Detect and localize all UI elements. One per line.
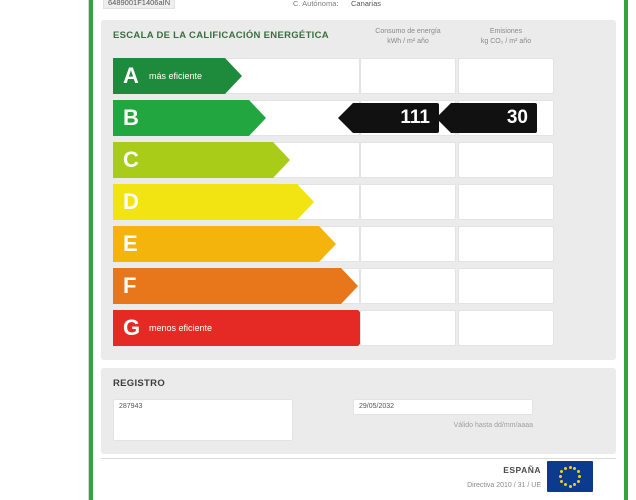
rating-bar-arrow bbox=[273, 142, 290, 178]
emisiones-cell bbox=[458, 310, 554, 346]
rating-bar-arrow bbox=[225, 58, 242, 94]
eu-flag-star bbox=[569, 466, 572, 469]
registro-date-field[interactable]: 29/05/2032 bbox=[353, 399, 533, 415]
consumo-cell bbox=[360, 310, 456, 346]
rating-bar-b bbox=[113, 100, 249, 136]
eu-flag-star bbox=[577, 470, 580, 473]
rating-bar-arrow bbox=[341, 268, 358, 304]
consumo-cell bbox=[360, 226, 456, 262]
rating-note: menos eficiente bbox=[149, 323, 213, 333]
page-left-gutter bbox=[0, 0, 89, 500]
country-label: ESPAÑA bbox=[503, 465, 541, 475]
rating-row-g bbox=[113, 310, 604, 346]
rating-letter: E bbox=[123, 231, 138, 256]
consumo-header-line1: Consumo de energía bbox=[375, 28, 441, 35]
consumo-value-flag: 111 bbox=[353, 103, 439, 133]
eu-flag-star bbox=[569, 485, 572, 488]
eu-flag-star bbox=[577, 480, 580, 483]
certificate-sheet bbox=[93, 0, 624, 500]
registro-number-field[interactable]: 287943 bbox=[113, 399, 293, 441]
rating-row-f bbox=[113, 268, 604, 304]
rating-bar-d bbox=[113, 184, 297, 220]
rating-letter: G bbox=[123, 315, 141, 340]
rating-bar-arrow bbox=[249, 100, 266, 136]
green-rail-right bbox=[624, 0, 628, 500]
rating-bar-f bbox=[113, 268, 341, 304]
emisiones-cell bbox=[458, 184, 554, 220]
page-footer bbox=[101, 458, 616, 498]
rating-bar-arrow bbox=[319, 226, 336, 262]
registro-panel bbox=[101, 368, 616, 454]
eu-flag-star bbox=[573, 467, 576, 470]
rating-row-c bbox=[113, 142, 604, 178]
eu-flag-star bbox=[573, 483, 576, 486]
eu-flag-star bbox=[564, 483, 567, 486]
rating-letter: F bbox=[123, 273, 137, 298]
consumo-header-line2: kWh / m² año bbox=[387, 38, 429, 45]
registro-title: REGISTRO bbox=[113, 378, 166, 389]
rating-row-d bbox=[113, 184, 604, 220]
eu-flag-star bbox=[564, 467, 567, 470]
region-value: Canarias bbox=[351, 0, 382, 8]
rating-letter: A bbox=[123, 63, 139, 88]
emisiones-cell bbox=[458, 268, 554, 304]
rating-bar-e bbox=[113, 226, 319, 262]
rating-letter: B bbox=[123, 105, 139, 130]
rating-letter: D bbox=[123, 189, 139, 214]
registro-validity-note: Válido hasta dd/mm/aaaa bbox=[453, 422, 533, 429]
emisiones-column-header bbox=[458, 27, 554, 47]
directive-label: Directiva 2010 / 31 / UE bbox=[467, 482, 541, 489]
rating-letter: C bbox=[123, 147, 139, 172]
rating-bar-c bbox=[113, 142, 273, 178]
energy-scale-panel bbox=[101, 20, 616, 360]
eu-flag-star bbox=[578, 475, 581, 478]
footer-divider bbox=[101, 458, 616, 459]
eu-flag-star bbox=[559, 475, 562, 478]
eu-flag-icon bbox=[547, 461, 593, 492]
emisiones-cell bbox=[458, 58, 554, 94]
emisiones-cell bbox=[458, 226, 554, 262]
emisiones-header-line1: Emisiones bbox=[489, 28, 523, 35]
rating-row-e bbox=[113, 226, 604, 262]
reference-code: 6489001F1406aIN bbox=[103, 0, 175, 9]
consumo-cell bbox=[360, 268, 456, 304]
rating-bar-arrow bbox=[297, 184, 314, 220]
emisiones-value-flag: 30 bbox=[451, 103, 537, 133]
eu-flag-star bbox=[560, 470, 563, 473]
rating-note: más eficiente bbox=[149, 71, 203, 81]
header-stub bbox=[93, 0, 624, 17]
consumo-cell bbox=[360, 58, 456, 94]
region-label: C. Autónoma: bbox=[293, 0, 339, 8]
scale-panel-title: ESCALA DE LA CALIFICACIÓN ENERGÉTICA bbox=[113, 30, 329, 41]
emisiones-header-line2: kg CO₂ / m² año bbox=[480, 38, 532, 45]
eu-flag-star bbox=[560, 480, 563, 483]
rating-bar-g bbox=[113, 310, 358, 346]
consumo-cell bbox=[360, 184, 456, 220]
emisiones-cell bbox=[458, 142, 554, 178]
consumo-cell bbox=[360, 142, 456, 178]
rating-bar-a bbox=[113, 58, 225, 94]
consumo-column-header bbox=[360, 27, 456, 47]
rating-row-a bbox=[113, 58, 604, 94]
